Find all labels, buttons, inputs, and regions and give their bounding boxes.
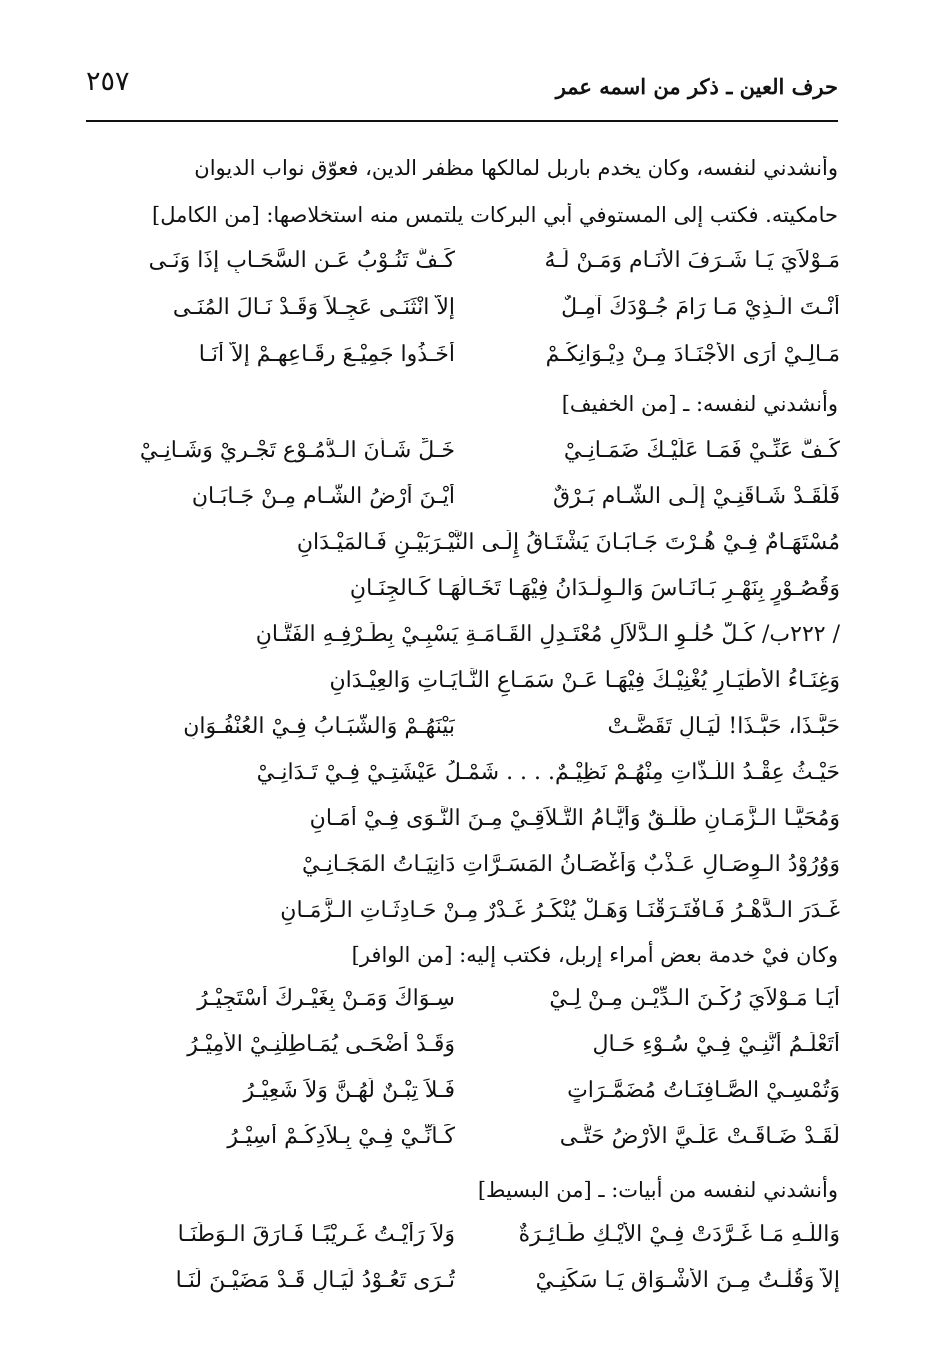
poem-2-verse-full: غَـدَرَ الـدَّهْـرُ فَـافْتَـرَقْنَـا وَهَـلْ يُنْكَـرُ غَـدْرٌ مِـنْ حَـادِثَـاتِ الـزَّمَـانِ: [280, 898, 840, 923]
poem-2-verse-full: وَغِنَـاءُ الأَطْيَـارِ يُغْنِيْـكَ فِيْهَـا عَـنْ سَمَـاعِ النَّـايَـاتِ وَالعِيْـدَانِ: [329, 668, 840, 693]
hemistich-second: كَـأَنِّـيْ فِـيْ بِـلاَدِكُـمْ أَسِيْـرُ: [227, 1124, 455, 1149]
page-header: [86, 60, 838, 110]
paragraph-1-line-2: حامكيته. فكتب إلى المستوفي أبي البركات يلتمس منه استخلاصها: [من الكامل]: [152, 203, 838, 227]
hemistich-first: أَتَعْلَـمُ أَنَّنِـيْ فِـيْ سُـوْءِ حَـالٍ: [592, 1032, 840, 1057]
hemistich-first: وَتُمْسِـيْ الصَّـافِنَـاتُ مُضَمَّـرَاتٍ: [567, 1078, 840, 1103]
poem-1-verse: [90, 295, 840, 339]
hemistich-second: خَـلِّ شَـأْنَ الـدُّمُـوْعِ تَجْـرِيْ وَشَـانِـيْ: [139, 438, 455, 463]
hemistich-second: وَقَـدْ أَضْحَـى يُمَـاطِلُنِـيْ الأَمِيْـرُ: [187, 1032, 455, 1057]
poem-2-verse-full: وَقُصُـوْرٍ بِنَهْـرِ بَـانَـاسَ وَالـوِلْـدَانُ فِيْهَـا تَخَـالُهَـا كَـالجِنَـانِ: [349, 576, 840, 601]
hemistich-second: كَـفٌّ تَنُـوْبُ عَـنِ السَّحَـابِ إِذَا وَنَـى: [148, 248, 455, 273]
poem-3-verse: [90, 1032, 840, 1076]
poem-2-verse-full: / ٢٢٢ب/ كُـلُّ حُلْـوِ الـدَّلاَلِ مُعْتَـدِلِ القَـامَـةِ يَسْبِـيْ بِطَـرْفِـهِ الفَتَّـانِ: [255, 622, 840, 647]
poem-2-verse-full: وَوُرُوْدُ الـوِصَـالِ عَـذْبٌ وَأَغْصَـانُ المَسَـرَّاتِ دَانِيَـاتُ المَجَـانِـيْ: [301, 852, 840, 877]
hemistich-first: لَقَـدْ ضَـاقَـتْ عَلَـيَّ الأَرْضُ حَتَّـى: [559, 1124, 840, 1149]
paragraph-1-line-1: وأنشدني لنفسه، وكان يخدم باربل لمالكها مظفر الدين، فعوّق نواب الديوان: [194, 156, 838, 180]
poem-3-intro: وكان فيْ خدمة بعض أمراء إربل، فكتب إليه: [من الوافر]: [351, 943, 838, 967]
hemistich-second: وَلاَ رَأَيْـتُ غَـرِيْبًـا فَـارَقَ الـوَطَنَـا: [177, 1222, 455, 1247]
hemistich-second: سِـوَاكَ وَمَـنْ بِغَيْـرِكَ أَسْتَجِيْـرُ: [197, 986, 455, 1011]
hemistich-second: أَيْـنَ أَرْضُ الشَّـامِ مِـنْ جَـابَـانِ: [191, 484, 455, 509]
poem-1-verse: [90, 248, 840, 292]
running-title: حرف العين ـ ذكر من اسمه عمر: [555, 74, 838, 99]
poem-4-verse: [90, 1222, 840, 1266]
poem-2-verse-full: مُسْتَهَـامٌ فِـيْ هُـرْتَ جَـابَـانَ يَشْتَـاقُ إِلَـى النَّيْـرَبَيْـنِ فَـالمَيْـدَانِ: [296, 530, 840, 555]
poem-2-verse: [90, 714, 840, 758]
hemistich-first: وَاللَّـهِ مَـا غَـرَّدَتْ فِـيْ الأَيْـكِ طَـائِـرَةٌ: [518, 1222, 840, 1247]
hemistich-first: أَيَـا مَـوْلاَيَ رُكْـنَ الـدِّيْـنِ مِـنْ لِـيْ: [549, 986, 840, 1011]
hemistich-first: أَنْـتَ الَّـذِيْ مَـا رَامَ جُـوْدَكَ آمِـلٌ: [561, 295, 840, 320]
hemistich-first: مَـالِـيْ أَرَى الأَجْنَـادَ مِـنْ دِيْـوَانِكُـمْ: [545, 342, 840, 367]
hemistich-second: فَـلاَ تِبْـنٌ لَهُـنَّ وَلاَ شَعِيْـرُ: [243, 1078, 455, 1103]
hemistich-second: تُـرَى تَعُـوْدُ لَيَـالٍ قَـدْ مَضَيْـنَ لَنَـا: [175, 1268, 455, 1293]
poem-2-verse-full: حَيْـثُ عِقْـدُ اللَّـذَّاتِ مِنْهُـمْ نَظِيْـمٌ. . . . شَمْـلُ عَيْشَتِـيْ فِـيْ تَـدَانِـيْ: [256, 760, 840, 785]
poem-2-verse-full: وَمُحَيَّـا الـزَّمَـانِ طَلْـقٌ وَأَيَّـامُ التَّـلاَقِـيْ مِـنَ النَّـوَى فِـيْ أَمَـانِ: [309, 806, 840, 831]
poem-4-intro: وأنشدني لنفسه من أبيات: ـ [من البسيط]: [477, 1178, 838, 1202]
hemistich-first: حَبَّـذَا، حَبَّـذَا! لَيَـالٍ تَقَضَّـتْ: [607, 714, 840, 739]
hemistich-second: بَيْنَهُـمْ وَالشَّبَـابُ فِـيْ العُنْفُـوَانِ: [183, 714, 455, 739]
hemistich-second: إِلاَّ انْثَنَـى عَجِـلاً وَقَـدْ نَـالَ المُنَـى: [172, 295, 455, 320]
poem-3-verse: [90, 1124, 840, 1168]
page-number: ٢٥٧: [86, 66, 130, 97]
hemistich-second: أَخَـذُوا جَمِيْـعَ رِقَـاعِهِـمْ إِلاَّ أَنَـا: [198, 342, 455, 367]
poem-4-verse: [90, 1268, 840, 1312]
poem-2-intro: وأنشدني لنفسه: ـ [من الخفيف]: [561, 392, 838, 416]
poem-2-verse: [90, 484, 840, 528]
hemistich-first: فَلَقَـدْ شَـاقَنِـيْ إِلَـى الشَّـامِ بَـرْقٌ: [553, 484, 840, 509]
hemistich-first: إِلاَّ وَقُلْـتُ مِـنَ الأَشْـوَاقِ يَـا سَكَنِـيْ: [535, 1268, 840, 1293]
poem-2-verse: [90, 438, 840, 482]
poem-1-verse: [90, 342, 840, 386]
hemistich-first: كُـفَّ عَنِّـيْ فَمَـا عَلَيْـكَ ضَمَـانِـيْ: [563, 438, 840, 463]
poem-3-verse: [90, 986, 840, 1030]
poem-3-verse: [90, 1078, 840, 1122]
header-rule: [86, 120, 838, 122]
hemistich-first: مَـوْلاَيَ يَـا شَـرَفَ الأَنَـامِ وَمَـنْ لَـهُ: [544, 248, 840, 273]
